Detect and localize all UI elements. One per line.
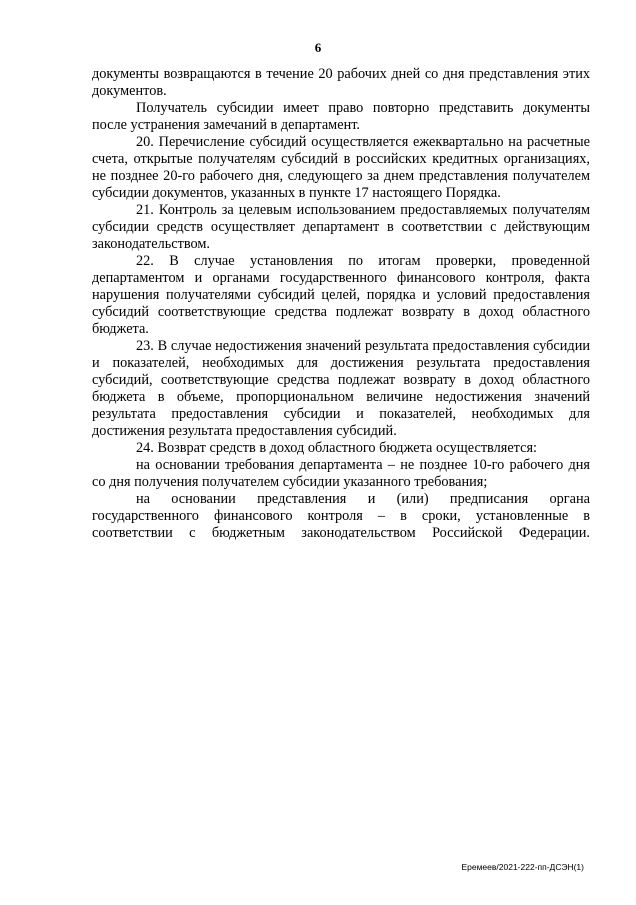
document-body: [92, 66, 590, 542]
page-number: 6: [314, 40, 322, 55]
paragraph-item-23: 23. В случае недостижения значений результата предоставления субсидии и показателей, необходимых для достижения результата предоставления субсидий, соответствующие средства подлежат возврату в доход областного бюджета в объеме, пропорциональном величине недостижения значений результата предоставления субсидии и показателей, необходимых для достижения результата предоставления субсидий.: [92, 338, 590, 439]
document-footer-code: Еремеев/2021-222-пп-ДСЭН(1): [461, 862, 584, 872]
paragraph-item-20: 20. Перечисление субсидий осуществляется ежеквартально на расчетные счета, открытые получателям субсидий в российских кредитных организациях, не позднее 20-го рабочего дня, следующего за днем представления получателем субсидии документов, указанных в пункте 17 настоящего Порядка.: [92, 134, 590, 201]
paragraph-item-21: 21. Контроль за целевым использованием предоставляемых получателям субсидии средств осуществляет департамент в соответствии с действующим законодательством.: [92, 202, 590, 252]
paragraph-continuation: документы возвращаются в течение 20 рабочих дней со дня представления этих документов.: [92, 66, 590, 99]
paragraph-item-24: 24. Возврат средств в доход областного бюджета осуществляется:: [136, 440, 537, 456]
paragraph-item-22: 22. В случае установления по итогам проверки, проведенной департаментом и органами государственного финансового контроля, факта нарушения получателями субсидий целей, порядка и условий предоставления субсидий соответствующие средства подлежат возврату в доход областного бюджета.: [92, 253, 590, 337]
paragraph-item-24-department-demand: на основании требования департамента – не позднее 10-го рабочего дня со дня получения получателем субсидии указанного требования;: [92, 457, 590, 490]
paragraph-item-24-control-body: на основании представления и (или) предписания органа государственного финансового контроля – в сроки, установленные в соответствии с бюджетным законодательством Российской Федерации.: [92, 491, 590, 541]
paragraph-resubmission: Получатель субсидии имеет право повторно представить документы после устранения замечаний в департамент.: [92, 100, 590, 133]
